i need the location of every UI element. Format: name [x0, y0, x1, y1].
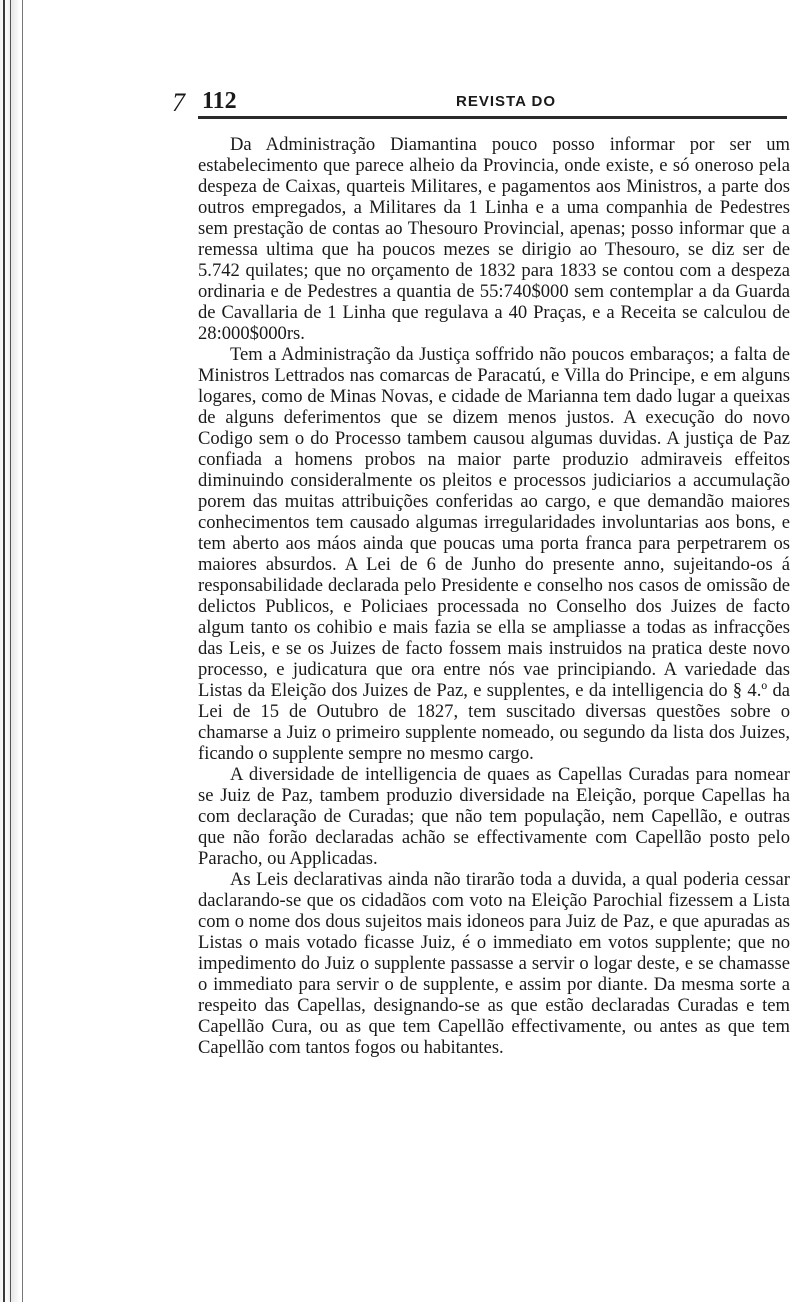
page-header [172, 88, 787, 118]
body-text [198, 134, 790, 1058]
paragraph: Tem a Administração da Justiça soffrido não poucos embaraços; a falta de Ministros Lettrados nas comarcas de Paracatú, e Villa do Principe, e em alguns logares, como de Minas Novas, e cidade de Marianna tem dado lugar a queixas de alguns deferimentos que se dizem menos justos. A execução do novo Codigo sem o do Processo tambem causou algumas duvidas. A justiça de Paz confiada a homens probos na maior parte produzio admiraveis effeitos diminuindo consideralmente os pleitos e processos judiciarios a accumulação porem das muitas attribuições conferidas ao cargo, e que demandão maiores conhecimentos tem causado algumas irregularidades involuntarias aos bons, e tem aberto aos máos ainda que poucas uma porta franca para perpetrarem os maiores absurdos. A Lei de 6 de Junho do presente anno, sujeitando-os á responsabilidade declarada pelo Presidente e conselho nos casos de omissão de delictos Publicos, e Policiaes processada no Conselho dos Juizes de facto algum tanto os cohibio e mais fazia se ella se ampliasse a todas as infracções das Leis, e se os Juizes de facto fossem mais instruidos na pratica deste novo processo, e judicatura que ora entre nós vae principiando. A variedade das Listas da Eleição dos Juizes de Paz, e supplentes, e da intelligencia do § 4.º da Lei de 15 de Outubro de 1827, tem suscitado diversas questões sobre o chamarse a Juiz o primeiro supplente nomeado, ou segundo da lista dos Juizes, ficando o supplente sempre no mesmo cargo. [198, 344, 790, 764]
paragraph: Da Administração Diamantina pouco posso informar por ser um estabelecimento que parece alheio da Provincia, onde existe, e só oneroso pela despeza de Caixas, quarteis Militares, e pagamentos aos Ministros, a parte dos outros empregados, a Militares da 1 Linha e a uma companhia de Pedestres sem prestação de contas ao Thesouro Provincial, apenas; posso informar que a remessa ultima que ha poucos mezes se dirigio ao Thesouro, se diz ser de 5.742 quilates; que no orçamento de 1832 para 1833 se contou com a despeza ordinaria e de Pedestres a quantia de 55:740$000 sem contemplar a da Guarda de Cavallaria de 1 Linha que regulava a 40 Praças, e a Receita se calculou de 28:000$000rs. [198, 134, 790, 344]
running-head: REVISTA DO [456, 93, 557, 110]
binding-line [10, 0, 11, 1302]
binding-line [22, 0, 23, 1302]
book-binding-edge [0, 0, 34, 1302]
paragraph: A diversidade de intelligencia de quaes as Capellas Curadas para nomear se Juiz de Paz, tambem produzio diversidade na Eleição, porque Capellas ha com declaração de Curadas; que não tem população, nem Capellão, e outras que não forão declaradas achão se effectivamente com Capellão posto pelo Paracho, ou Applicadas. [198, 764, 790, 869]
binding-line [3, 0, 5, 1302]
paragraph: As Leis declarativas ainda não tirarão toda a duvida, a qual poderia cessar daclarando-se que os cidadãos com voto na Eleição Parochial fizessem a Lista com o nome dos dous sujeitos mais idoneos para Juiz de Paz, e que apuradas as Listas o mais votado ficasse Juiz, é o immediato em votos supplente; que no impedimento do Juiz o supplente passasse a servir o logar deste, e se chamasse o immediato para servir o de supplente, e assim por diante. Da mesma sorte a respeito das Capellas, designando-se as que estão declaradas Curadas e tem Capellão Cura, ou as que tem Capellão effectivamente, ou antes as que tem Capellão com tantos fogos ou habitantes. [198, 869, 790, 1058]
page-mark: 7 [172, 88, 185, 117]
header-rule [198, 116, 787, 119]
page-number: 112 [202, 88, 237, 114]
